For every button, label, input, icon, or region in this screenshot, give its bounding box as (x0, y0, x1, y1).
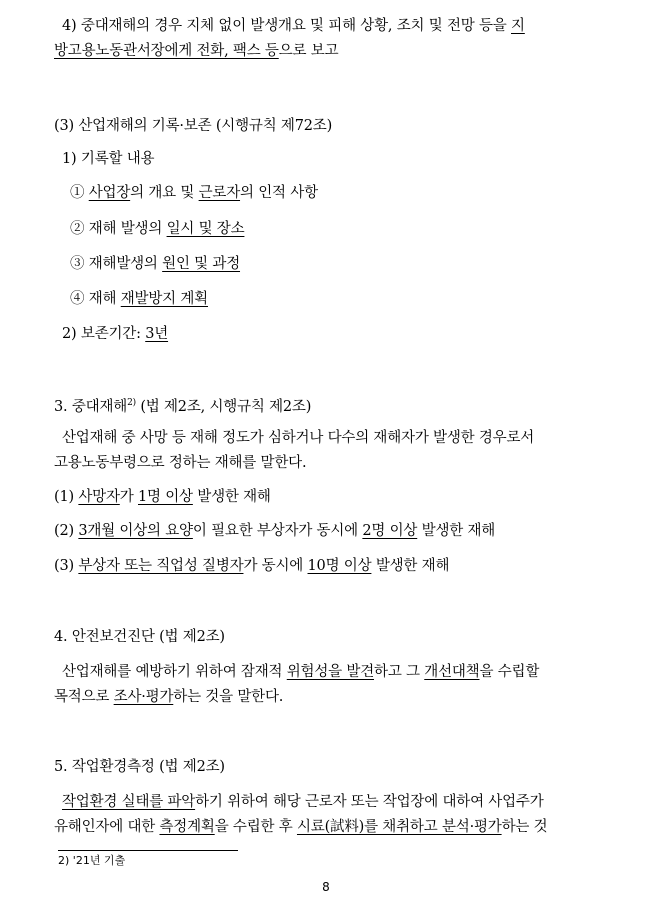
paragraph-line: 산업재해 중 사망 등 재해 정도가 심하거나 다수의 재해자가 발생한 경우로서 (62, 430, 535, 446)
item-text: 발생한 재해 (417, 523, 496, 539)
section-heading-serious-accident (54, 393, 311, 417)
para-text: 산업재해를 예방하기 위하여 잠재적 (62, 664, 287, 680)
para-underlined: 개선대책 (424, 664, 480, 680)
item-text: (3) (54, 558, 79, 574)
item4-underlined: 지 (511, 18, 525, 34)
page-number: 8 (322, 880, 330, 894)
item-underlined: 사망자 (78, 489, 120, 505)
retention-period (62, 324, 168, 344)
record-text: ③ 재해발생의 (70, 256, 163, 272)
item4-underlined: 방고용노동관서장에게 전화, 팩스 등 (54, 43, 279, 59)
para-text: 하고 그 (374, 664, 425, 680)
item4-text: 으로 보고 (278, 43, 339, 59)
footnote-mark: 2) (58, 854, 70, 867)
para-underlined: 작업환경 실태를 파악 (62, 794, 196, 810)
record-item-1 (70, 183, 318, 203)
para-underlined: 측정계획 (159, 819, 215, 835)
heading-text: 3. 중대재해 (54, 398, 128, 415)
para-underlined: 조사·평가 (113, 689, 174, 705)
retention-value: 3년 (145, 326, 169, 342)
section-heading-work-env-measurement: 5. 작업환경측정 (법 제2조) (54, 759, 225, 775)
para-text: 하는 것을 말한다. (173, 689, 284, 705)
record-text: ① (70, 185, 89, 201)
item-underlined: 3개월 이상의 요양 (78, 523, 193, 539)
retention-label: 2) 보존기간: (62, 326, 146, 342)
accident-item-1 (54, 487, 271, 507)
sub-heading-record-contents: 1) 기록할 내용 (62, 151, 155, 167)
record-text: ② 재해 발생의 (70, 221, 167, 237)
footnote-reference: 2) (127, 398, 136, 408)
para-text: 하는 것 (501, 819, 548, 835)
para-text: 하기 위하여 해당 근로자 또는 작업장에 대하여 사업주가 (195, 794, 544, 810)
paragraph-line: 고용노동부령으로 정하는 재해를 말한다. (54, 455, 307, 471)
record-underlined: 사업장 (88, 185, 131, 201)
para-text: 을 수립한 후 (214, 819, 297, 835)
paragraph-line (54, 687, 283, 707)
accident-item-2 (54, 521, 495, 541)
section-heading-records: (3) 산업재해의 기록·보존 (시행규칙 제72조) (54, 118, 333, 134)
item-text: (2) (54, 523, 79, 539)
record-item-3 (70, 254, 240, 274)
record-text: 의 개요 및 (130, 185, 199, 201)
paragraph-line (62, 662, 539, 682)
item-underlined: 부상자 또는 직업성 질병자 (78, 558, 244, 574)
section-heading-safety-diagnosis: 4. 안전보건진단 (법 제2조) (54, 629, 225, 645)
item-text: (1) (54, 489, 79, 505)
para-underlined: 위험성을 발견 (286, 664, 375, 680)
record-item-2 (70, 219, 244, 239)
item4-line1 (62, 16, 525, 36)
record-underlined: 근로자 (198, 185, 241, 201)
paragraph-line (54, 817, 547, 837)
footnote (58, 852, 125, 868)
item-underlined: 10명 이상 (307, 558, 372, 574)
heading-text: (법 제2조, 시행규칙 제2조) (135, 398, 312, 415)
item-text: 이 필요한 부상자가 동시에 (192, 523, 363, 539)
para-text: 을 수립할 (479, 664, 540, 680)
item-text: 발생한 재해 (371, 558, 450, 574)
para-text: 목적으로 (54, 689, 114, 705)
para-underlined: 시료(試料)를 채취하고 분석·평가 (296, 819, 502, 835)
record-underlined: 원인 및 과정 (162, 256, 241, 272)
item4-text: 4) 중대재해의 경우 지체 없이 발생개요 및 피해 상황, 조치 및 전망 등을 (62, 18, 511, 34)
item4-line2 (54, 41, 338, 61)
item-text: 가 (119, 489, 138, 505)
footnote-divider (58, 850, 238, 851)
paragraph-line (62, 792, 544, 812)
accident-item-3 (54, 556, 449, 576)
item-underlined: 1명 이상 (138, 489, 193, 505)
record-text: ④ 재해 (70, 291, 121, 307)
record-underlined: 일시 및 장소 (166, 221, 245, 237)
record-text: 의 인적 사항 (240, 185, 318, 201)
item-underlined: 2명 이상 (362, 523, 418, 539)
record-underlined: 재발방지 계획 (120, 291, 208, 307)
record-item-4 (70, 289, 208, 309)
item-text: 발생한 재해 (192, 489, 271, 505)
footnote-text: '21년 기출 (69, 854, 126, 867)
item-text: 가 동시에 (243, 558, 308, 574)
para-text: 유해인자에 대한 (54, 819, 160, 835)
